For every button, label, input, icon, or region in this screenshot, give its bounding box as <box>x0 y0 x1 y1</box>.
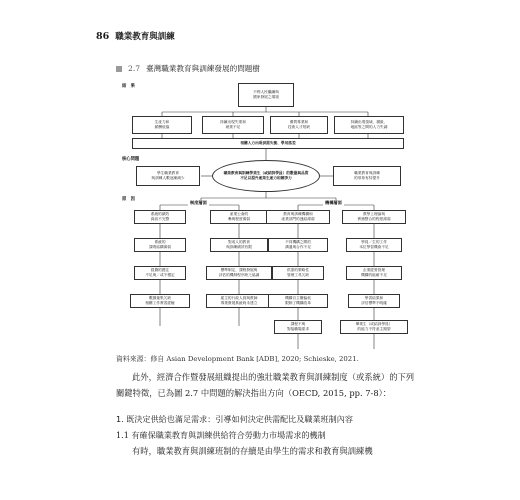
section-results-label: 結 果 <box>122 84 135 89</box>
cause-c1-1: 系統的績效 資訊不完整 <box>134 210 186 224</box>
result-box-3: 優質專業和 技術人才短缺 <box>270 116 328 134</box>
cause-c2-4: 雇主的行政人員與教師 專業發展系統尚未建立 <box>206 294 272 308</box>
cause-c3-3: 供需的策略性 管理工具欠缺 <box>272 266 324 280</box>
cause-c1-4: 數據蒐集欠缺 相關工作實習經驗 <box>130 294 190 308</box>
section-causes-label: 原 因 <box>122 197 135 202</box>
cause-c4-3: 企業經營管理 機構的能耐不足 <box>346 266 402 280</box>
result-box-4: 持續出現領域、層級、 地區等之間的人力失調 <box>334 116 404 134</box>
cause-c3-2: 不同機構之間的 溝通與合作不足 <box>268 238 328 252</box>
page-number: 86 <box>96 31 110 42</box>
cause-c3-1: 教育與訓練機構和 產業部門的連結薄弱 <box>266 210 330 224</box>
cause-c1-2: 系統的 課責結構薄弱 <box>134 238 186 252</box>
figure-number: 2.7 <box>128 64 141 73</box>
book-title: 職業教育與訓練 <box>115 32 175 42</box>
body-paragraph-2: 有時，職業教育與訓練班制的存續是由學生的需求和教育與訓練機 <box>132 446 373 456</box>
problem-tree-figure <box>116 74 416 364</box>
cause-c4-1: 教學上理論與 實務整合的程度薄弱 <box>342 210 406 224</box>
result-top-box: 不利人民繼續與 國家發展之環境 <box>238 83 294 107</box>
cause-c4-4: 學習結果和 評估標準不明確 <box>348 294 400 308</box>
core-problem-ellipse: 職業教育與訓練學業生（或結訓學員）的數量與品質不足以提升產業生產力和競爭力 <box>212 160 320 192</box>
figure-source: 資料來源：修自 Asian Development Bank [ADB], 2020; Schieske, 2021. <box>116 355 359 363</box>
caption-square-icon <box>116 66 122 72</box>
organizational-heading: 機構層面 <box>325 200 342 205</box>
core-right-box: 職業教育與訓練 的形象有待提升 <box>333 166 401 186</box>
figure-caption <box>116 63 260 74</box>
list-item-1: 1. 既決定供給也滿足需求：引導如何決定供需配比及職業班制內容 <box>116 414 353 424</box>
cause-c4-5: 畢業生（或結訓學員） 的能力不符產主期望 <box>340 320 408 334</box>
section-core-label: 核心問題 <box>122 157 140 162</box>
institutional-heading: 制度層面 <box>190 200 207 205</box>
core-left-box: 學生職業教育 與訓練人數逐漸減少 <box>136 166 200 186</box>
cause-c4-2: 學員／生的工作 本位學習機會不足 <box>346 238 402 252</box>
cause-c3-5: 課程不與 對接職場需求 <box>274 320 322 334</box>
result-box-2: 持續出現失業和 就業不足 <box>202 116 264 134</box>
result-bar: 相關人力出現供需失衡、學用落差 <box>132 138 404 149</box>
figure-title: 臺灣職業教育與訓練發展的問題樹 <box>146 64 260 73</box>
result-box-1: 生產力和 薪酬低落 <box>132 116 192 134</box>
body-paragraph-1: 此外，經濟合作暨發展組織提出的強壯職業教育與訓練制度（或系統）的下列關鍵特徵，已為圖 2.7 中問題的解決指出方向（OECD, 2015, pp. 7-8）： <box>116 372 415 398</box>
list-item-1-1: 1.1 有確保職業教育與訓練供給符合勞動力市場需求的機制 <box>116 430 326 440</box>
cause-c1-3: 經費的獲注 不足與／或不穩定 <box>134 266 186 280</box>
cause-c2-2: 對成人的教育 與訓練績效有限 <box>210 238 268 252</box>
cause-c3-4: 機構自主權偏低 限制了機構改革 <box>268 294 328 308</box>
running-head <box>96 30 175 42</box>
cause-c2-3: 標準制定、課程發展與 評估的機制程序缺乏協調 <box>206 266 272 280</box>
cause-c2-1: 產業公會的 參與程度薄弱 <box>210 210 268 224</box>
